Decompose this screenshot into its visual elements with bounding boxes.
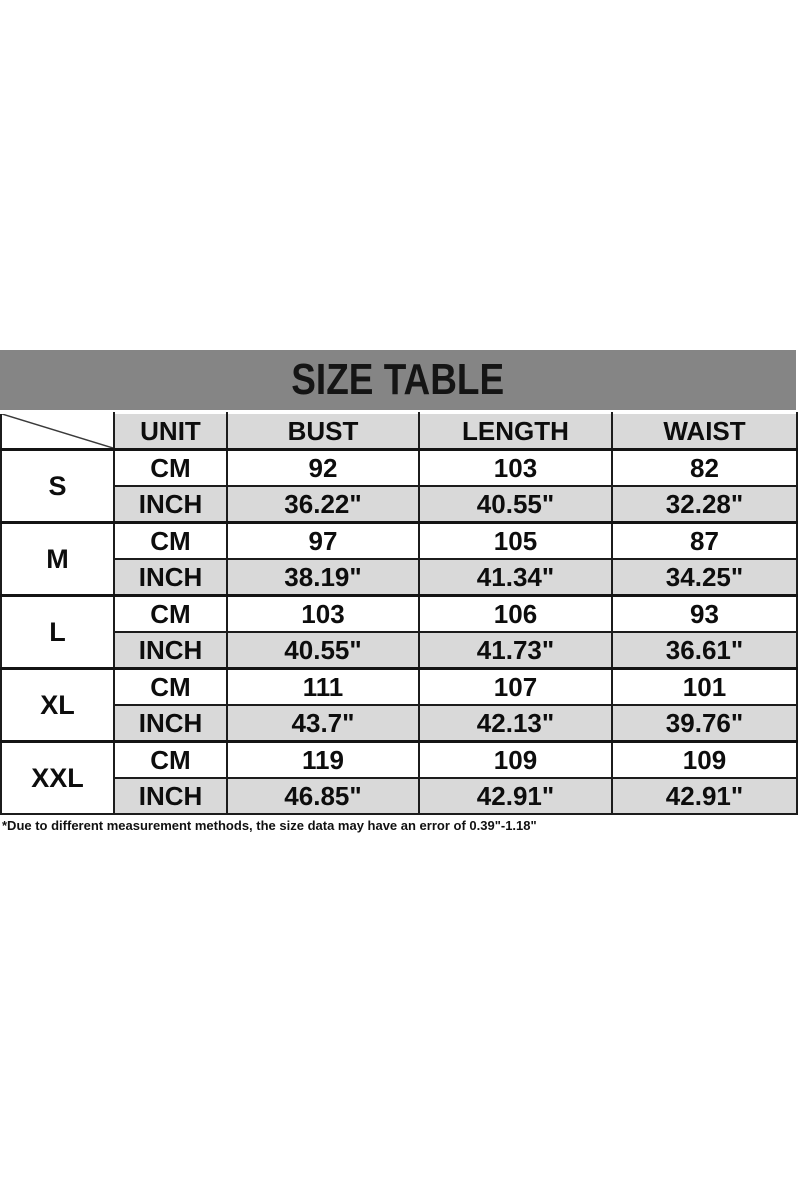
- footnote: *Due to different measurement methods, the size data may have an error of 0.39"-1.18": [2, 818, 537, 833]
- cell-xxl-cm-length: 109: [419, 742, 612, 779]
- table-row-s-cm: [1, 450, 797, 487]
- size-label-xl: XL: [1, 669, 114, 742]
- cell-l-cm-length: 106: [419, 596, 612, 633]
- cell-m-cm-length: 105: [419, 523, 612, 560]
- size-label-l: L: [1, 596, 114, 669]
- cell-xxl-inch-length: 42.91": [419, 778, 612, 814]
- unit-label-inch: INCH: [114, 705, 227, 742]
- table-row-xxl-inch: [1, 778, 797, 814]
- cell-l-cm-waist: 93: [612, 596, 797, 633]
- cell-m-inch-bust: 38.19": [227, 559, 419, 596]
- diagonal-line-icon: [2, 414, 113, 448]
- cell-l-inch-bust: 40.55": [227, 632, 419, 669]
- size-table: [0, 412, 798, 815]
- unit-label-inch: INCH: [114, 778, 227, 814]
- cell-xl-cm-bust: 111: [227, 669, 419, 706]
- title-band: [0, 350, 796, 410]
- cell-m-inch-waist: 34.25": [612, 559, 797, 596]
- table-row-xl-inch: [1, 705, 797, 742]
- header-row: [1, 413, 797, 450]
- cell-m-inch-length: 41.34": [419, 559, 612, 596]
- col-header-unit: UNIT: [114, 413, 227, 450]
- cell-xl-cm-length: 107: [419, 669, 612, 706]
- unit-label-inch: INCH: [114, 632, 227, 669]
- cell-xl-inch-bust: 43.7": [227, 705, 419, 742]
- cell-l-inch-waist: 36.61": [612, 632, 797, 669]
- size-label-s: S: [1, 450, 114, 523]
- unit-label-cm: CM: [114, 669, 227, 706]
- cell-xl-inch-length: 42.13": [419, 705, 612, 742]
- table-row-l-inch: [1, 632, 797, 669]
- unit-label-inch: INCH: [114, 559, 227, 596]
- diagonal-cell: [1, 413, 114, 450]
- unit-label-inch: INCH: [114, 486, 227, 523]
- col-header-waist: WAIST: [612, 413, 797, 450]
- col-header-length: LENGTH: [419, 413, 612, 450]
- size-label-xxl: XXL: [1, 742, 114, 815]
- cell-xxl-inch-waist: 42.91": [612, 778, 797, 814]
- unit-label-cm: CM: [114, 596, 227, 633]
- cell-xxl-inch-bust: 46.85": [227, 778, 419, 814]
- cell-s-cm-bust: 92: [227, 450, 419, 487]
- unit-label-cm: CM: [114, 523, 227, 560]
- cell-l-inch-length: 41.73": [419, 632, 612, 669]
- cell-xxl-cm-waist: 109: [612, 742, 797, 779]
- unit-label-cm: CM: [114, 450, 227, 487]
- cell-m-cm-waist: 87: [612, 523, 797, 560]
- size-label-m: M: [1, 523, 114, 596]
- cell-l-cm-bust: 103: [227, 596, 419, 633]
- cell-s-inch-length: 40.55": [419, 486, 612, 523]
- table-row-s-inch: [1, 486, 797, 523]
- cell-s-inch-bust: 36.22": [227, 486, 419, 523]
- size-chart: [0, 350, 796, 833]
- cell-xxl-cm-bust: 119: [227, 742, 419, 779]
- table-row-m-inch: [1, 559, 797, 596]
- table-row-m-cm: [1, 523, 797, 560]
- table-row-xxl-cm: [1, 742, 797, 779]
- table-row-xl-cm: [1, 669, 797, 706]
- cell-s-inch-waist: 32.28": [612, 486, 797, 523]
- col-header-bust: BUST: [227, 413, 419, 450]
- cell-xl-inch-waist: 39.76": [612, 705, 797, 742]
- table-row-l-cm: [1, 596, 797, 633]
- chart-title: SIZE TABLE: [291, 355, 505, 404]
- cell-m-cm-bust: 97: [227, 523, 419, 560]
- unit-label-cm: CM: [114, 742, 227, 779]
- cell-s-cm-length: 103: [419, 450, 612, 487]
- cell-s-cm-waist: 82: [612, 450, 797, 487]
- cell-xl-cm-waist: 101: [612, 669, 797, 706]
